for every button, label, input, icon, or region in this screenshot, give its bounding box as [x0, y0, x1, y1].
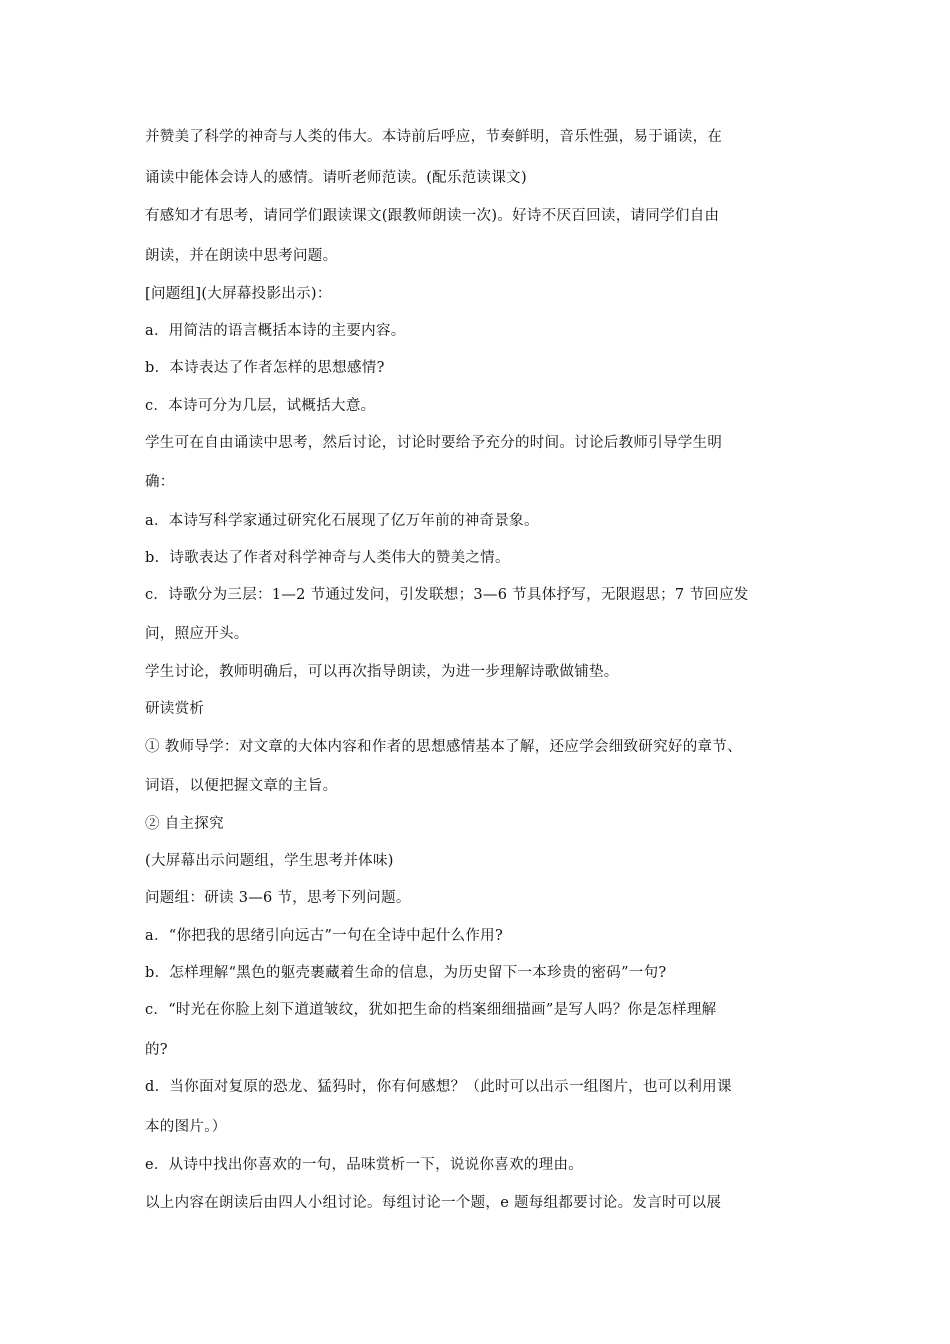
text-line: 学生讨论，教师明确后，可以再次指导朗读，为进一步理解诗歌做铺垫。	[145, 664, 619, 680]
list-item: c．本诗可分为几层，试概括大意。	[145, 398, 376, 414]
text-line: 本的图片。）	[145, 1119, 227, 1135]
text-line: 有感知才有思考，请同学们跟读课文(跟教师朗读一次)。好诗不厌百回读，请同学们自由	[145, 208, 720, 224]
list-item: a．用简洁的语言概括本诗的主要内容。	[145, 323, 406, 339]
text-line: 确：	[145, 474, 175, 490]
text-line: 并赞美了科学的神奇与人类的伟大。本诗前后呼应，节奏鲜明，音乐性强，易于诵读，在	[145, 129, 723, 145]
text-line: 学生可在自由诵读中思考，然后讨论，讨论时要给予充分的时间。讨论后教师引导学生明	[145, 435, 723, 451]
text-line: 词语，以便把握文章的主旨。	[145, 778, 338, 794]
list-item: e．从诗中找出你喜欢的一句，品味赏析一下，说说你喜欢的理由。	[145, 1157, 584, 1173]
text-line: 问，照应开头。	[145, 626, 249, 642]
list-item: a．本诗写科学家通过研究化石展现了亿万年前的神奇景象。	[145, 513, 539, 529]
text-line: [问题组](大屏幕投影出示)：	[145, 286, 332, 302]
text-line: 问题组：研读 3—6 节，思考下列问题。	[145, 890, 411, 906]
section-heading: 研读赏析	[145, 701, 205, 717]
list-item: b．怎样理解“黑色的躯壳裹藏着生命的信息，为历史留下一本珍贵的密码”一句?	[145, 965, 667, 981]
text-line: ② 自主探究	[145, 816, 224, 832]
list-item: b．本诗表达了作者怎样的思想感情?	[145, 360, 385, 376]
list-item: a．“你把我的思绪引向远古”一句在全诗中起什么作用?	[145, 928, 504, 944]
text-line: 朗读，并在朗读中思考问题。	[145, 248, 338, 264]
list-item: b．诗歌表达了作者对科学神奇与人类伟大的赞美之情。	[145, 550, 510, 566]
text-line: 诵读中能体会诗人的感情。请听老师范读。(配乐范读课文)	[145, 170, 527, 186]
list-item: d．当你面对复原的恐龙、猛犸时，你有何感想？（此时可以出示一组图片，也可以利用课	[145, 1079, 732, 1095]
text-line: 的?	[145, 1042, 168, 1058]
text-line: (大屏幕出示问题组，学生思考并体味)	[145, 853, 394, 869]
text-line: 以上内容在朗读后由四人小组讨论。每组讨论一个题，e 题每组都要讨论。发言时可以展	[145, 1195, 722, 1211]
list-item: c．“时光在你脸上刻下道道皱纹，犹如把生命的档案细细描画”是写人吗？你是怎样理解	[145, 1002, 717, 1018]
text-line: ① 教师导学：对文章的大体内容和作者的思想感情基本了解，还应学会细致研究好的章节、	[145, 739, 742, 755]
list-item: c．诗歌分为三层：1—2 节通过发问，引发联想；3—6 节具体抒写，无限遐思；7 节回应发	[145, 587, 749, 603]
